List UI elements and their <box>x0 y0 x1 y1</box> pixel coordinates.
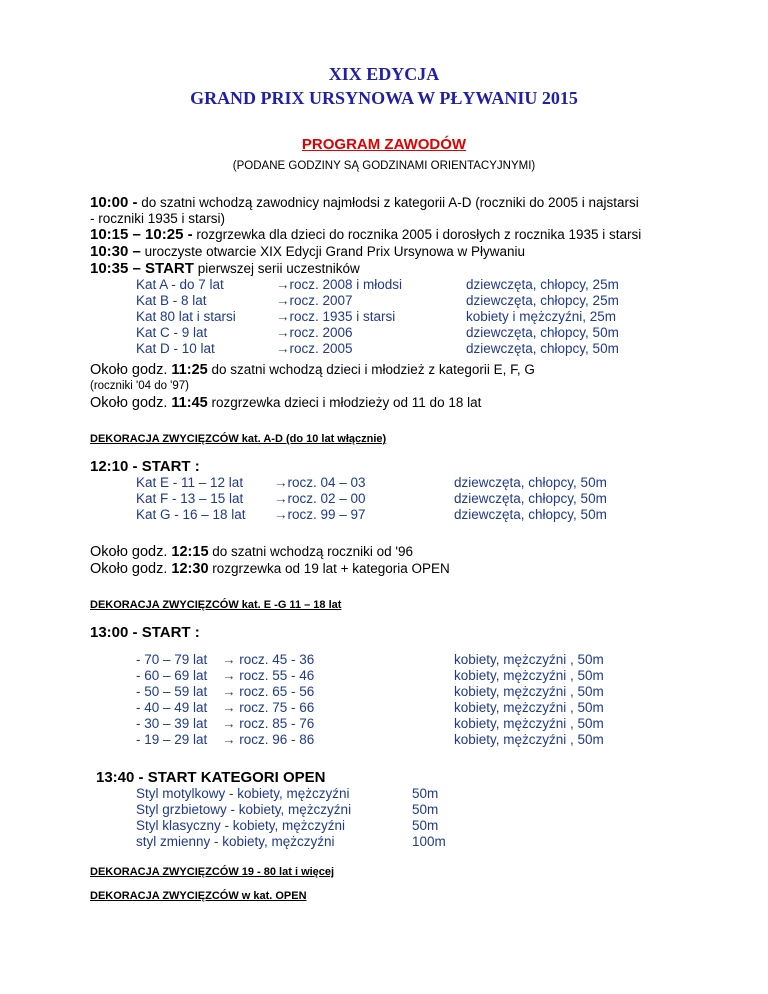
open-table <box>136 786 446 850</box>
table-row: - 50 – 59 lat → rocz. 65 - 56 kobiety, mężczyźni , 50m <box>136 684 604 699</box>
table-row: Kat B - 8 lat →rocz. 2007 dziewczęta, chłopcy, 25m <box>136 293 619 308</box>
table-row: Kat C - 9 lat →rocz. 2006 dziewczęta, chłopcy, 50m <box>136 325 619 340</box>
note: (PODANE GODZINY SĄ GODZINAMI ORIENTACYJNYMI) <box>232 160 536 172</box>
table-row: Kat D - 10 lat →rocz. 2005 dziewczęta, chłopcy, 50m <box>136 341 619 356</box>
table-row: - 60 – 69 lat → rocz. 55 - 46 kobiety, mężczyźni , 50m <box>136 668 604 683</box>
table-row: Kat E - 11 – 12 lat →rocz. 04 – 03 dziewczęta, chłopcy, 50m <box>136 475 607 490</box>
title-line-1: XIX EDYCJA <box>328 64 440 84</box>
cat-eg-table <box>136 475 607 523</box>
table-row: - 40 – 49 lat → rocz. 75 - 66 kobiety, mężczyźni , 50m <box>136 700 604 715</box>
schedule-1015: 10:15 – 10:25 - rozgrzewka dla dzieci do rocznika 2005 i dorosłych z rocznika 1935 i starsi <box>90 226 642 243</box>
table-row: - 30 – 39 lat → rocz. 85 - 76 kobiety, mężczyźni , 50m <box>136 716 604 731</box>
decoration-masters: DEKORACJA ZWYCIĘZCÓW 19 - 80 lat i więcej <box>90 866 335 878</box>
approx-1215: Około godz. 12:15 do szatni wchodzą roczniki od '96 <box>90 544 413 560</box>
table-row: Kat G - 16 – 18 lat →rocz. 99 – 97 dziewczęta, chłopcy, 50m <box>136 507 607 522</box>
schedule-1030: 10:30 – uroczyste otwarcie XIX Edycji Grand Prix Ursynowa w Pływaniu <box>90 243 526 260</box>
cat-ad-table <box>136 277 619 357</box>
table-row: Styl klasyczny - kobiety, mężczyźni 50m <box>136 818 439 833</box>
schedule-1000: 10:00 - do szatni wchodzą zawodnicy najmłodsi z kategorii A-D (roczniki do 2005 i najstarsi <box>90 194 639 211</box>
table-row: - 19 – 29 lat → rocz. 96 - 86 kobiety, mężczyźni , 50m <box>136 732 604 747</box>
approx-1230: Około godz. 12:30 rozgrzewka od 19 lat + kategoria OPEN <box>90 561 450 577</box>
decoration-open: DEKORACJA ZWYCIĘZCÓW w kat. OPEN <box>90 890 307 902</box>
decoration-ad: DEKORACJA ZWYCIĘZCÓW kat. A-D (do 10 lat włącznie) <box>90 433 387 445</box>
schedule-1000-cont: - roczniki 1935 i starsi) <box>90 211 226 226</box>
program-heading: PROGRAM ZAWODÓW <box>301 136 467 153</box>
table-row: Kat F - 13 – 15 lat →rocz. 02 – 00 dziewczęta, chłopcy, 50m <box>136 491 607 506</box>
approx-1145: Około godz. 11:45 rozgrzewka dzieci i młodzieży od 11 do 18 lat <box>90 395 482 411</box>
approx-1125: Około godz. 11:25 do szatni wchodzą dzieci i młodzież z kategorii E, F, G <box>90 362 535 378</box>
schedule-1035: 10:35 – START pierwszej serii uczestników <box>90 260 360 277</box>
approx-1125-sub: (roczniki '04 do '97) <box>90 380 189 392</box>
masters-table <box>136 652 604 748</box>
table-row: Styl grzbietowy - kobiety, mężczyźni 50m <box>136 802 439 817</box>
start-1210: 12:10 - START : <box>90 458 200 475</box>
decoration-eg: DEKORACJA ZWYCIĘZCÓW kat. E -G 11 – 18 lat <box>90 599 342 611</box>
table-row: styl zmienny - kobiety, mężczyźni 100m <box>136 834 446 849</box>
table-row: Styl motylkowy - kobiety, mężczyźni 50m <box>136 786 439 801</box>
open-heading: 13:40 - START KATEGORI OPEN <box>96 769 326 786</box>
table-row: Kat A - do 7 lat →rocz. 2008 i młodsi dziewczęta, chłopcy, 25m <box>136 277 619 292</box>
table-row: Kat 80 lat i starsi →rocz. 1935 i starsi kobiety i mężczyźni, 25m <box>136 309 617 324</box>
table-row: - 70 – 79 lat → rocz. 45 - 36 kobiety, mężczyźni , 50m <box>136 652 604 667</box>
start-1300: 13:00 - START : <box>90 624 200 641</box>
title-line-2: GRAND PRIX URSYNOWA W PŁYWANIU 2015 <box>190 88 578 108</box>
